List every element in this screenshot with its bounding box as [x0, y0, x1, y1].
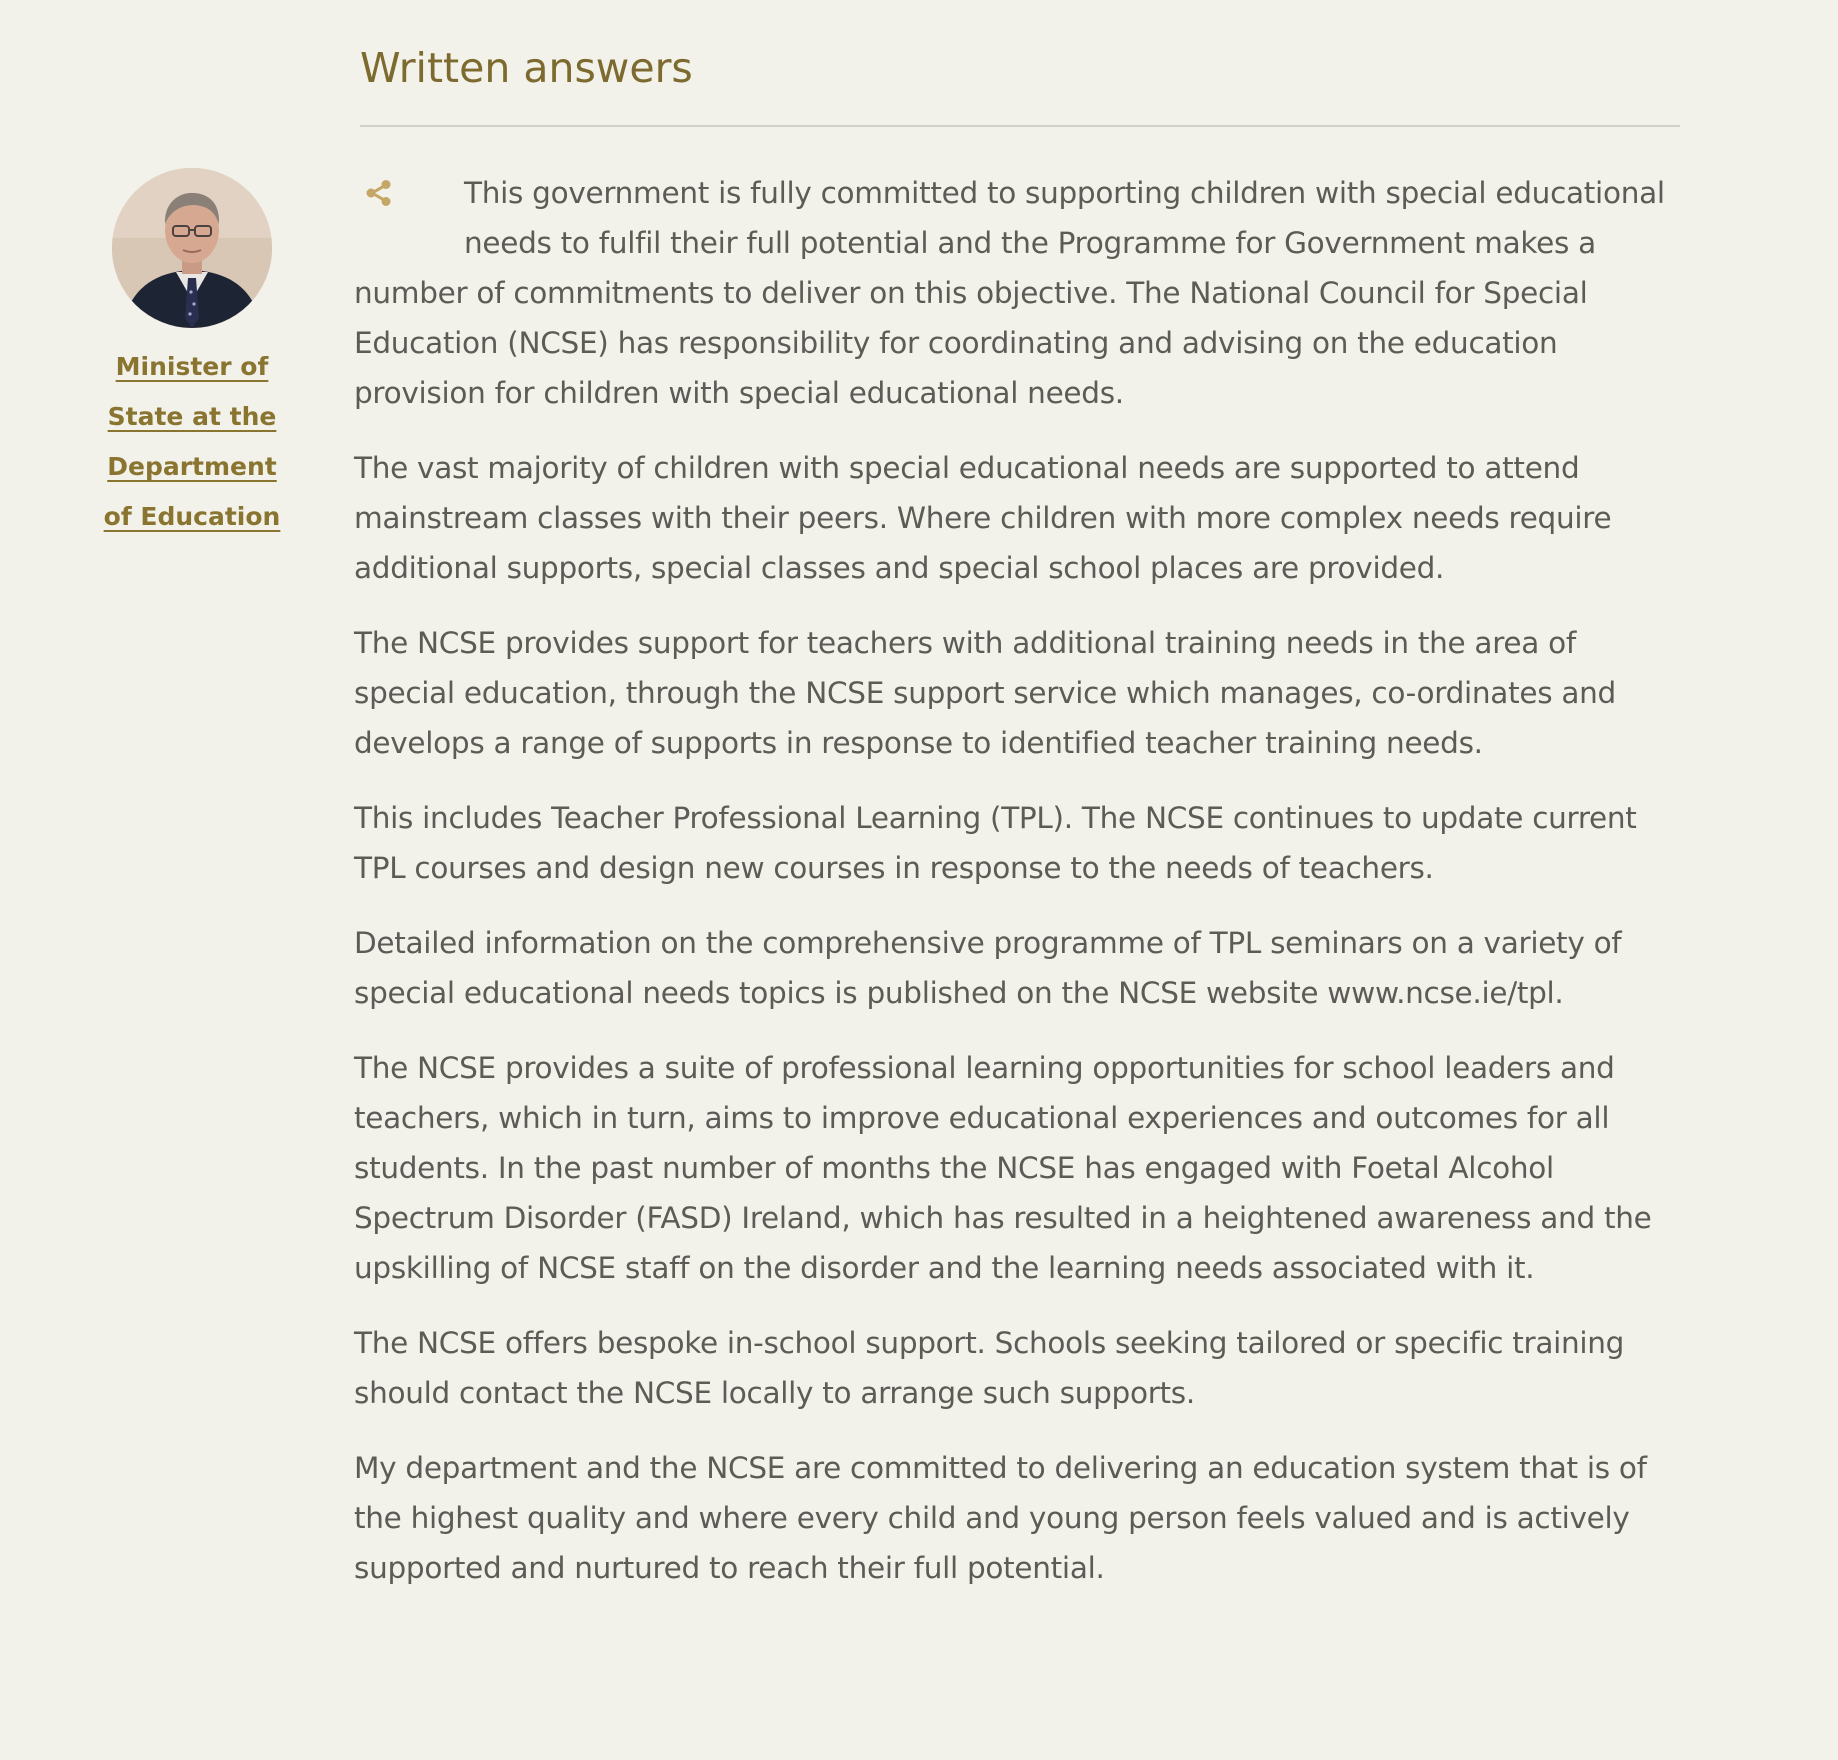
answer-paragraph: The vast majority of children with special educational needs are supported to attend mainstream classes with their peers. Where children with more complex needs require additional supports, special classes and special school places are provided.	[354, 451, 1612, 585]
title-divider	[360, 125, 1680, 127]
answer-paragraph: The NCSE provides a suite of professional learning opportunities for school leaders and teachers, which in turn, aims to improve educational experiences and outcomes for all students. In the past number of months the NCSE has engaged with Foetal Alcohol Spectrum Disorder (FASD) Ireland, which has resulted in a heightened awareness and the upskilling of NCSE staff on the disorder and the learning needs associated with it.	[354, 1051, 1652, 1285]
answer-body	[354, 168, 1684, 1618]
speaker-avatar[interactable]	[112, 168, 272, 328]
speaker-photo	[112, 168, 272, 328]
speaker-role-link[interactable]: Minister of State at the Department of Education	[103, 352, 281, 531]
speaker-panel	[92, 168, 292, 542]
share-icon-spacer	[354, 168, 464, 264]
answer-paragraph: The NCSE provides support for teachers with additional training needs in the area of special education, through the NCSE support service which manages, co-ordinates and develops a range of supports in response to identified teacher training needs.	[354, 626, 1616, 760]
answer-paragraph-text: This government is fully committed to supporting children with special educational needs to fulfil their full potential and the Programme for Government makes a number of commitments to deliver on this objective. The National Council for Special Education (NCSE) has responsibility for coordinating and advising on the education provision for children with special educational needs.	[354, 176, 1665, 410]
page-title: Written answers	[360, 44, 693, 92]
answer-paragraph: The NCSE offers bespoke in-school support. Schools seeking tailored or specific training should contact the NCSE locally to arrange such supports.	[354, 1326, 1625, 1410]
answer-paragraph: This includes Teacher Professional Learning (TPL). The NCSE continues to update current TPL courses and design new courses in response to the needs of teachers.	[354, 801, 1637, 885]
answer-paragraph: Detailed information on the comprehensive programme of TPL seminars on a variety of special educational needs topics is published on the NCSE website www.ncse.ie/tpl.	[354, 926, 1622, 1010]
answer-paragraph	[354, 168, 1684, 418]
answer-paragraph: My department and the NCSE are committed to delivering an education system that is of the highest quality and where every child and young person feels valued and is actively supported and nurtured to reach their full potential.	[354, 1451, 1647, 1585]
